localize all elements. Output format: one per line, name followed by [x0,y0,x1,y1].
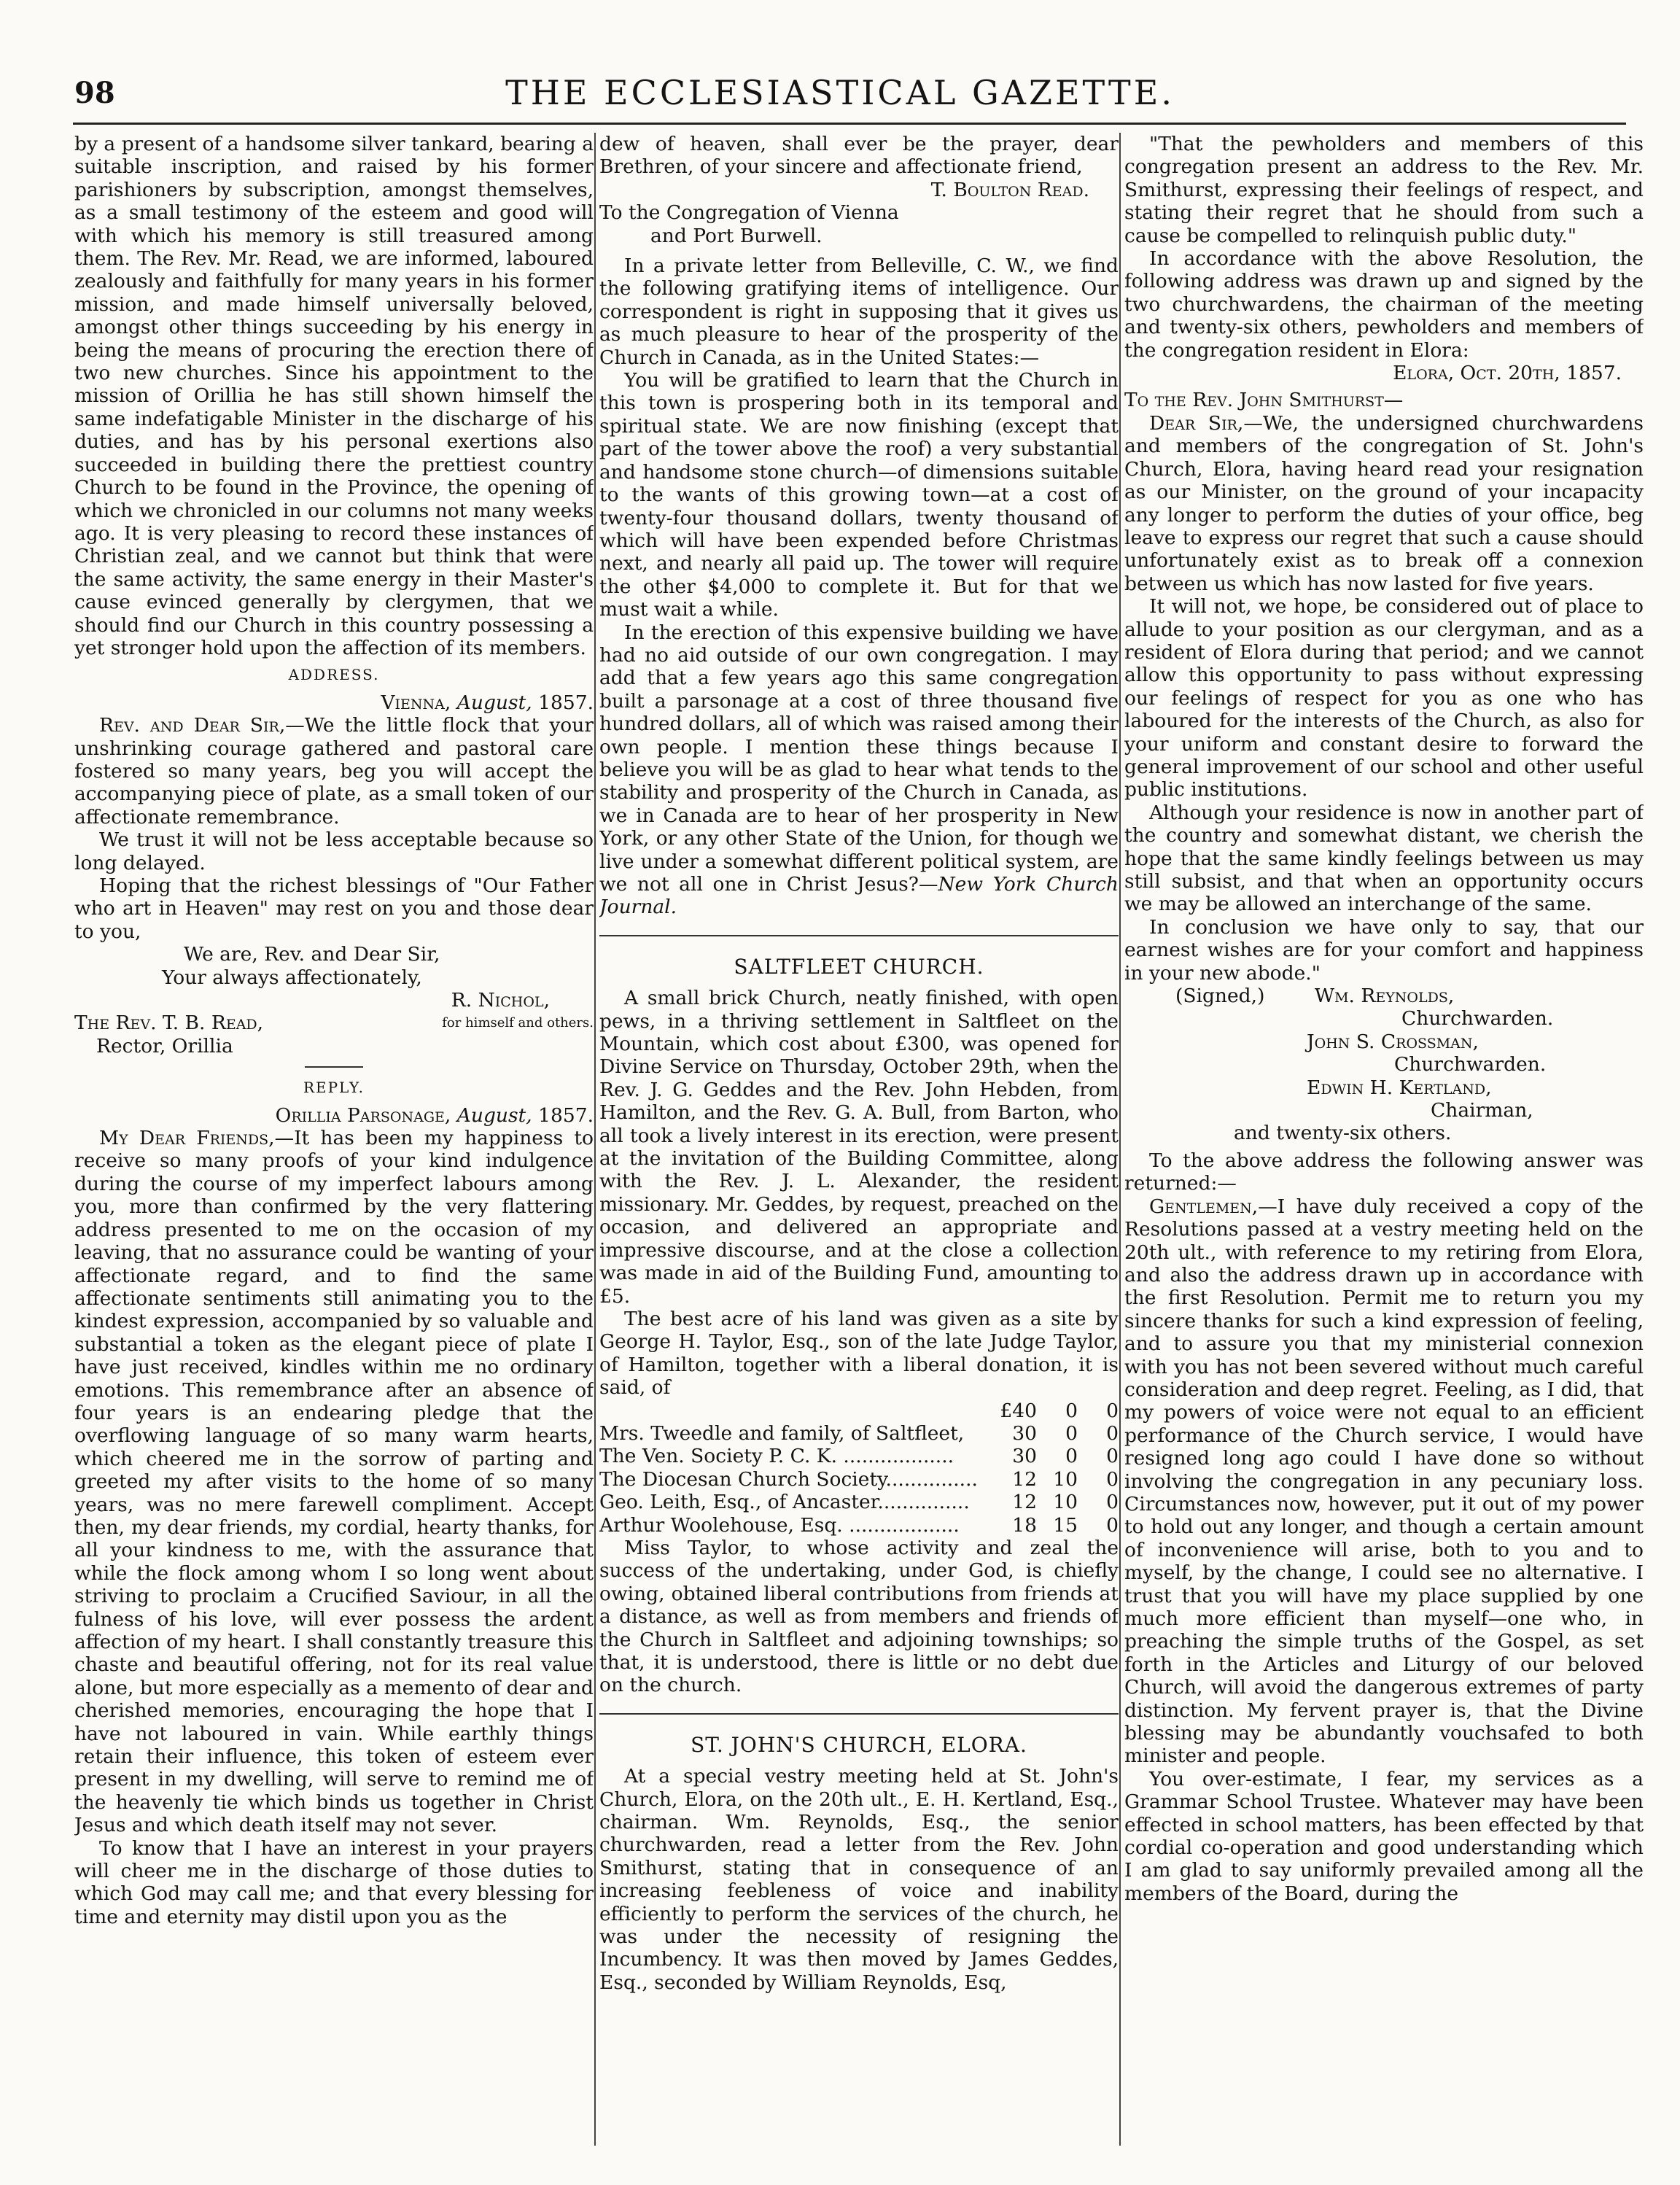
section-rule [599,935,1119,936]
table-row: The Diocesan Church Society............... 12 10 0 [599,1467,1119,1491]
address-paragraph: Hoping that the richest blessings of "Our Father who art in Heaven" may rest on you and those dear to you, [74,874,594,943]
elora-dateline: Elora, Oct. 20th, 1857. [1393,362,1622,385]
table-row: The Ven. Society P. C. K. .................. 30 0 0 [599,1445,1119,1468]
saltfleet-paragraph: Miss Taylor, to whose activity and zeal the success of the undertaking, under God, is chiefly owing, obtained liberal contributions from friends at a distance, as well as from members and friends of the Church in Saltfleet and adjoining townships; so that, it is understood, there is little or no debt due on the church. [599,1536,1119,1697]
reply-heading: REPLY. [303,1079,365,1097]
address-paragraph: We trust it will not be less acceptable because so long delayed. [74,828,594,874]
address-date: August, [456,691,532,714]
section-rule [599,1713,1119,1715]
answer-salutation: Gentlemen, [1149,1195,1259,1218]
saltfleet-paragraph: A small brick Church, neatly finished, with open pews, in a thriving settlement in Saltfleet on the Mountain, which cost about £300, was opened for Divine Service on Thursday, October 29th, when the Rev. J. G. Geddes and the Rev. John Hebden, from Hamilton, and the Rev. G. A. Bull, from Barton, who all took a lively interest in its erection, were present at the invitation of the Building Committee, along with the Rev. J. L. Alexander, the resident missionary. Mr. Geddes, by request, preached on the occasion, and delivered an appropriate and impressive discourse, and at the close a collection was made in aid of the Building Fund, amounting to £5. [599,987,1119,1308]
address-signer: R. Nichol, [451,989,550,1012]
masthead-title: THE ECCLESIASTICAL GAZETTE. [505,73,1175,112]
saltfleet-paragraph: The best acre of his land was given as a site by George H. Taylor, Esq., son of the late Judge Taylor, of Hamilton, together with a liberal donation, it is said, of [599,1307,1119,1400]
reply-signer: T. Boulton Read. [930,178,1089,201]
section-divider [305,1066,363,1068]
reply-to-line: and Port Burwell. [650,224,822,247]
letter-paragraph: Dear Sir,—We, the undersigned churchwardens and members of the congregation of St. John's Church, Elora, having heard read your resignation as our Minister, on the ground of your incapacity any longer to perform the duties of your office, beg leave to express our regret that such a cause should unfortunately exist as to break off a connexion between us which has now lasted for five years. [1124,411,1644,595]
reply-continuation: dew of heaven, shall ever be the prayer, dear Brethren, of your sincere and affectionate friend, [599,133,1119,179]
letter-paragraph: It will not, we hope, be considered out of place to allude to your position as our clergyman, and as a resident of Elora during that period; and we cannot allow this opportunity to pass without expressing our feelings of respect for you as one who has laboured for the interests of the Church, as also for your uniform and constant desire to forward the general improvement of our school and other useful public institutions. [1124,595,1644,802]
belleville-paragraph: In the erection of this expensive building we have had no aid outside of our own congregation. I may add that a few years ago this same congregation built a parsonage at a cost of three thousand five hundred dollars, all of which was raised among their own people. I mention these things because I believe you will be as glad to hear what tends to the stability and prosperity of the Church in Canada, as we in Canada are to hear of her prosperity in New York, or any other State of the Union, for though we live under a somewhat different political system, are we not all one in Christ Jesus?—New York Church Journal. [599,621,1119,919]
table-row: Geo. Leith, Esq., of Ancaster............... 12 10 0 [599,1491,1119,1514]
address-dateline [74,691,594,714]
answer-paragraph: You over-estimate, I fear, my services as a Grammar School Trustee. Whatever may have been effected in school matters, has been effected by that cordial co-operation and good understanding which I am glad to say uniformly prevailed among all the members of the Board, during the [1124,1767,1644,1905]
column-separator [1119,133,1121,2146]
reply-paragraph: To know that I have an interest in your prayers will cheer me in the discharge of those duties to which God may call me; and that every blessing for time and eternity may distil upon you as the [74,1836,594,1928]
address-place: Vienna, [381,691,451,714]
signature-others: and twenty-six others. [1234,1122,1452,1145]
address-paragraph: Rev. and Dear Sir,—We the little flock that your unshrinking courage gathered and pastoral care fostered so many years, beg you will accept the accompanying piece of plate, as a small token of our affectionate remembrance. [74,714,594,828]
elora-paragraph: At a special vestry meeting held at St. John's Church, Elora, on the 20th ult., E. H. Kertland, Esq., chairman. Wm. Reynolds, Esq., the senior churchwarden, read a letter from the Rev. John Smithurst, stating that in consequence of an increasing feebleness of voice and inability efficiently to perform the services of the church, he was under the necessity of resigning the Incumbency. It was then moved by James Geddes, Esq., seconded by William Reynolds, Esq, [599,1765,1119,1994]
signature-name: Edwin H. Kertland, [1307,1076,1492,1099]
signature-block: (Signed,) Wm. Reynolds, [1175,985,1455,1008]
saltfleet-title: SALTFLEET CHURCH. [734,954,984,979]
table-row: Arthur Woolehouse, Esq. .................. 18 15 0 [599,1513,1119,1537]
signature-role: Chairman, [1431,1099,1533,1122]
letter-paragraph: Although your residence is now in another part of the country and somewhat distant, we cherish the hope that the same kindly feelings between us may still subsist, and that when an opportunity occurs we may be allowed an interchange of the same. [1124,801,1644,916]
address-recipient-block [74,1012,594,1057]
answer-intro: To the above address the following answer was returned:— [1124,1149,1644,1195]
address-closing: Your always affectionately, [162,966,422,989]
address-salutation: Rev. and Dear Sir, [99,714,286,737]
signature-name: John S. Crossman, [1307,1030,1479,1053]
letter-paragraph: In conclusion we have only to say, that our earnest wishes are for your comfort and happiness in your new abode." [1124,915,1644,985]
address-closing: We are, Rev. and Dear Sir, [184,943,440,966]
intro-paragraph: by a present of a handsome silver tankard, bearing a suitable inscription, and raised by his former parishioners by subscription, amongst themselves, as a small testimony of the esteem and good will with which his memory is still treasured among them. The Rev. Mr. Read, we are informed, laboured zealously and faithfully for many years in his former mission, and made himself universally beloved, amongst other things succeeding by his energy in being the means of procuring the erection there of two new churches. Since his appointment to the mission of Orillia he has still shown himself the same indefatigable Minister in the discharge of his duties, and has by his personal exertions also succeeded in building there the prettiest country Church to be found in the Province, the opening of which we chronicled in our columns not many weeks ago. It is very pleasing to record these instances of Christian zeal, and we cannot but think that were the same activity, the same energy in their Master's cause evinced generally by clergymen, that we should find our Church in this country possessing a yet stronger hold upon the affection of its members. [74,133,594,659]
address-year: 1857. [538,691,594,714]
reply-to-line: To the Congregation of Vienna [599,201,899,225]
source-attribution: New York Church Journal. [599,873,1119,919]
address-for-others: for himself and others. [442,1015,594,1031]
column-1 [74,133,594,2146]
reply-paragraph: My Dear Friends,—It has been my happiness to receive so many proofs of your kind indulgence during the course of my imperfect labours among you, more than confirmed by the very flattering address presented to me on the occasion of my leaving, that no assurance could be wanting of your affectionate regard, and to find the same affectionate sentiments still animating you to the kindest expression, accompanied by so valuable and substantial a token as the elegant piece of plate I have just received, kindles within me no ordinary emotions. This remembrance after an absence of four years is an endearing pledge that the overflowing language of so many warm hearts, which cheered me in the sorrow of parting and greeted my after visits to the home of so many years, was no mere farewell compliment. Accept then, my dear friends, my cordial, hearty thanks, for all your kindness to me, with the assurance that while the flock among whom I so long went about striving to proclaim a Crucified Saviour, in all the fulness of his love, will ever possess the ardent affection of my heart. I shall constantly treasure this chaste and beautiful offering, not for its real value alone, but more especially as a memento of dear and cherished memories, encouraging the hope that I have not laboured in vain. While earthly things retain their influence, this token of esteem ever present in my dwelling, will serve to remind me of the heavenly tie which binds us together in Christ Jesus and which death itself may not sever. [74,1127,594,1837]
table-row: Mrs. Tweedle and family, of Saltfleet, 30 0 0 [599,1421,1119,1445]
column-2 [599,133,1119,2146]
signature-role: Churchwarden. [1401,1007,1554,1031]
table-row: £40 0 0 [1000,1399,1119,1422]
belleville-intro: In a private letter from Belleville, C. W., we find the following gratifying items of intelligence. Our correspondent is right in supposing that it gives us as much pleasure to hear of the prosperity of the Church in Canada, as in the United States:— [599,255,1119,369]
reply-salutation: My Dear Friends, [99,1127,275,1150]
column-3 [1124,133,1644,2146]
elora-title: ST. JOHN'S CHURCH, ELORA. [691,1732,1027,1757]
accordance-paragraph: In accordance with the above Resolution, the following address was drawn up and signed by the two churchwardens, the chairman of the meeting and twenty-six others, pewholders and members of the congregation resident in Elora: [1124,247,1644,362]
resolution-paragraph: "That the pewholders and members of this congregation present an address to the Rev. Mr. Smithurst, expressing their feelings of respect, and stating their regret that he should from such a cause be compelled to relinquish public duty." [1124,133,1644,247]
belleville-paragraph: You will be gratified to learn that the Church in this town is prospering both in its temporal and spiritual state. We are now finishing (except that part of the tower above the roof) a very substantial and handsome stone church—of dimensions suitable to the wants of this growing town—at a cost of twenty-four thousand dollars, twenty thousand of which will have been expended before Christmas next, and nearly all paid up. The tower will require the other $4,000 to complete it. But for that we must wait a while. [599,369,1119,621]
donations-table [599,1400,1119,1537]
reply-dateline: Orillia Parsonage, August, 1857. [275,1103,594,1127]
page-number: 98 [74,76,115,110]
column-separator [594,133,596,2146]
address-heading: ADDRESS. [288,666,380,684]
address-to-line: To the Rev. John Smithurst— [1124,389,1404,412]
signature-role: Churchwarden. [1394,1053,1547,1076]
address-recipient: The Rev. T. B. Read, Rector, Orillia [74,1012,264,1057]
letter-salutation: Dear Sir, [1149,411,1244,435]
header-rule [73,123,1626,125]
answer-paragraph: Gentlemen,—I have duly received a copy of the Resolutions passed at a vestry meeting held on the 20th ult., with reference to my retiring from Elora, and also the address drawn up in accordance with the first Resolution. Permit me to return you my sincere thanks for such a kind expression of feeling, and to assure you that my ministerial connexion with you has not been severed without much careful consideration and deep regret. Feeling, as I did, that my powers of voice were not equal to an efficient performance of the Church service, I would have resigned long ago could I have done so without involving the congregation in any pecuniary loss. Circumstances now, however, put it out of my power to hold out any longer, and though a certain amount of inconvenience will arise, both to you and to myself, by the change, I could see no alternative. I trust that you will have my place supplied by one much more efficient than myself—one who, in preaching the simple truths of the Gospel, as set forth in the Articles and Liturgy of our beloved Church, will avoid the dangerous extremes of party distinction. My fervent prayer is, that the Divine blessing may be abundantly vouchsafed to both minister and people. [1124,1195,1644,1768]
